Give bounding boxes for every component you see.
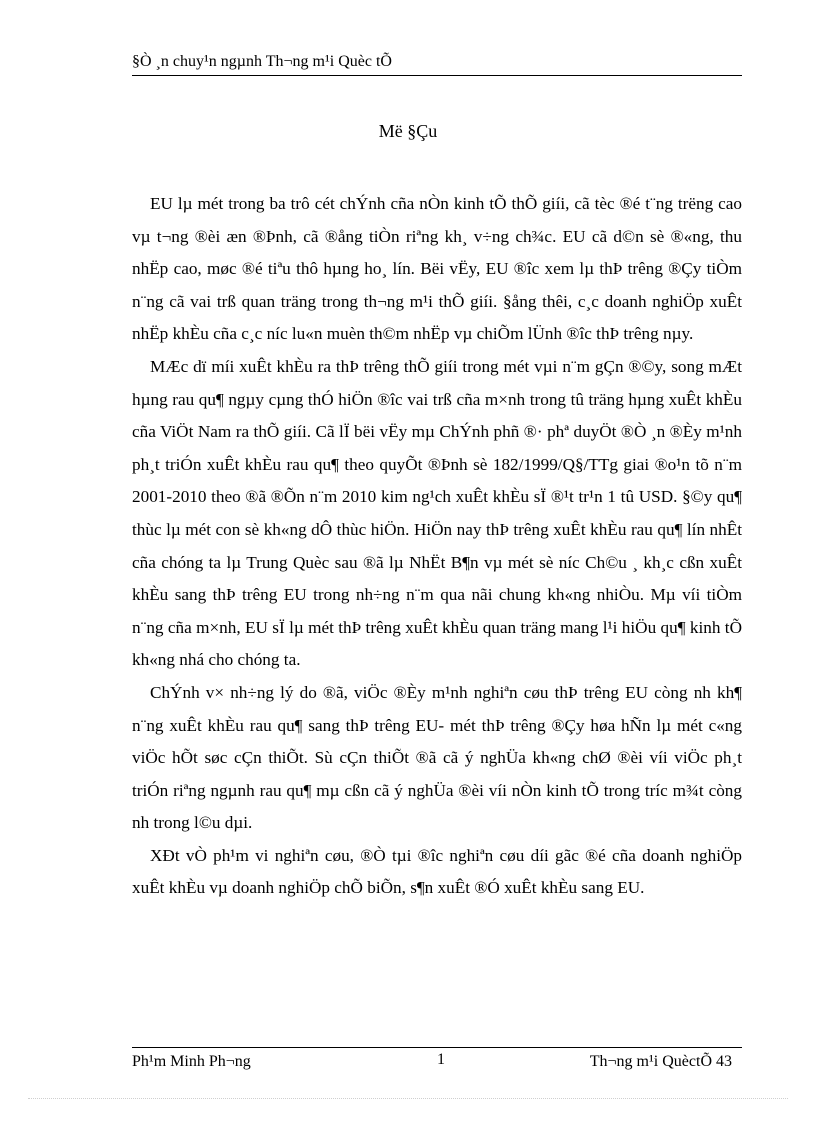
page-number: 1 [437,1051,445,1068]
page-header: §Ò ¸n chuy¹n ngµnh Th¬ng m¹i Quèc tÕ [132,53,392,70]
paragraph-2: MÆc dï míi xuÊt khÈu ra thÞ trêng thÕ giíi trong mét vµi n¨m gÇn ®©y, song mÆt hµng rau qu¶ ngµy cµng thÓ hiÖn ®îc vai trß cña m×nh trong tû träng hµng xuÊt khÈu cña ViÖt Nam ra thÕ giíi. Cã lÏ bëi vËy mµ ChÝnh phñ ®· phª duyÖt ®Ò ¸n ®Èy m¹nh ph¸t triÓn xuÊt khÈu rau qu¶ theo quyÕt ®Þnh sè 182/1999/Q§/TTg giai ®o¹n tõ n¨m 2001-2010 theo ®ã ®Õn n¨m 2010 kim ng¹ch xuÊt khÈu sÏ ®¹t tr¹n 1 tû USD. §©y qu¶ thùc lµ mét con sè kh«ng dÔ thùc hiÖn. HiÖn nay thÞ trêng xuÊt khÈu rau qu¶ lín nhÊt cña chóng ta lµ Trung Quèc sau ®ã lµ NhËt B¶n vµ mét sè níc Ch©u ¸ kh¸c cßn xuÊt khÈu sang thÞ trêng EU trong nh÷ng n¨m qua nãi chung kh«ng nhiÒu. Mµ víi tiÒm n¨ng cña m×nh, EU sÏ lµ mét thÞ trêng xuÊt khÈu quan träng mang l¹i hiÖu qu¶ kinh tÕ kh«ng nhá cho chóng ta. [132,356,742,670]
paragraph-1: EU lµ mét trong ba trô cét chÝnh cña nÒn kinh tÕ thÕ giíi, cã tèc ®é t¨ng trëng cao vµ t¬ng ®èi æn ®Þnh, cã ®ång tiÒn riªng kh¸ v÷ng ch¾c. EU cã d©n sè ®«ng, thu nhËp cao, møc ®é tiªu thô hµng ho¸ lín. Bëi vËy, EU ®îc xem lµ thÞ trêng ®Çy tiÒm n¨ng cã vai trß quan träng trong th¬ng m¹i thÕ giíi. §ång thêi, c¸c doanh nghiÖp xuÊt nhËp khÈu cña c¸c níc lu«n muèn th©m nhËp vµ chiÕm lÜnh ®îc thÞ trêng nµy. [132,194,742,344]
paragraph-4: XÐt vÒ ph¹m vi nghiªn cøu, ®Ò tµi ®îc nghiªn cøu díi gãc ®é cña doanh nghiÖp xuÊt khÈu vµ doanh nghiÖp chÕ biÕn, s¶n xuÊt ®Ó xuÊt khÈu sang EU. [132,845,742,898]
header-divider [132,75,742,76]
body-text [132,188,742,905]
page-footer [132,1052,742,1074]
footer-author: Ph¹m Minh Ph¬ng [132,1053,251,1070]
page-bottom-border [28,1098,788,1099]
paragraph-3: ChÝnh v× nh÷ng lý do ®ã, viÖc ®Èy m¹nh nghiªn cøu thÞ trêng EU còng nh kh¶ n¨ng xuÊt khÈu rau qu¶ sang thÞ trêng EU- mét thÞ trêng ®Çy høa hÑn lµ mét c«ng viÖc hÕt søc cÇn thiÕt. Sù cÇn thiÕt ®ã cã ý nghÜa kh«ng chØ ®èi víi viÖc ph¸t triÓn riªng ngµnh rau qu¶ mµ cßn cã ý nghÜa ®èi víi nÒn kinh tÕ trong tríc m¾t còng nh trong l©u dµi. [132,682,742,833]
footer-course: Th¬ng m¹i QuèctÕ 43 [589,1053,732,1070]
section-title: Më §Çu [378,121,438,141]
footer-divider [132,1047,742,1048]
